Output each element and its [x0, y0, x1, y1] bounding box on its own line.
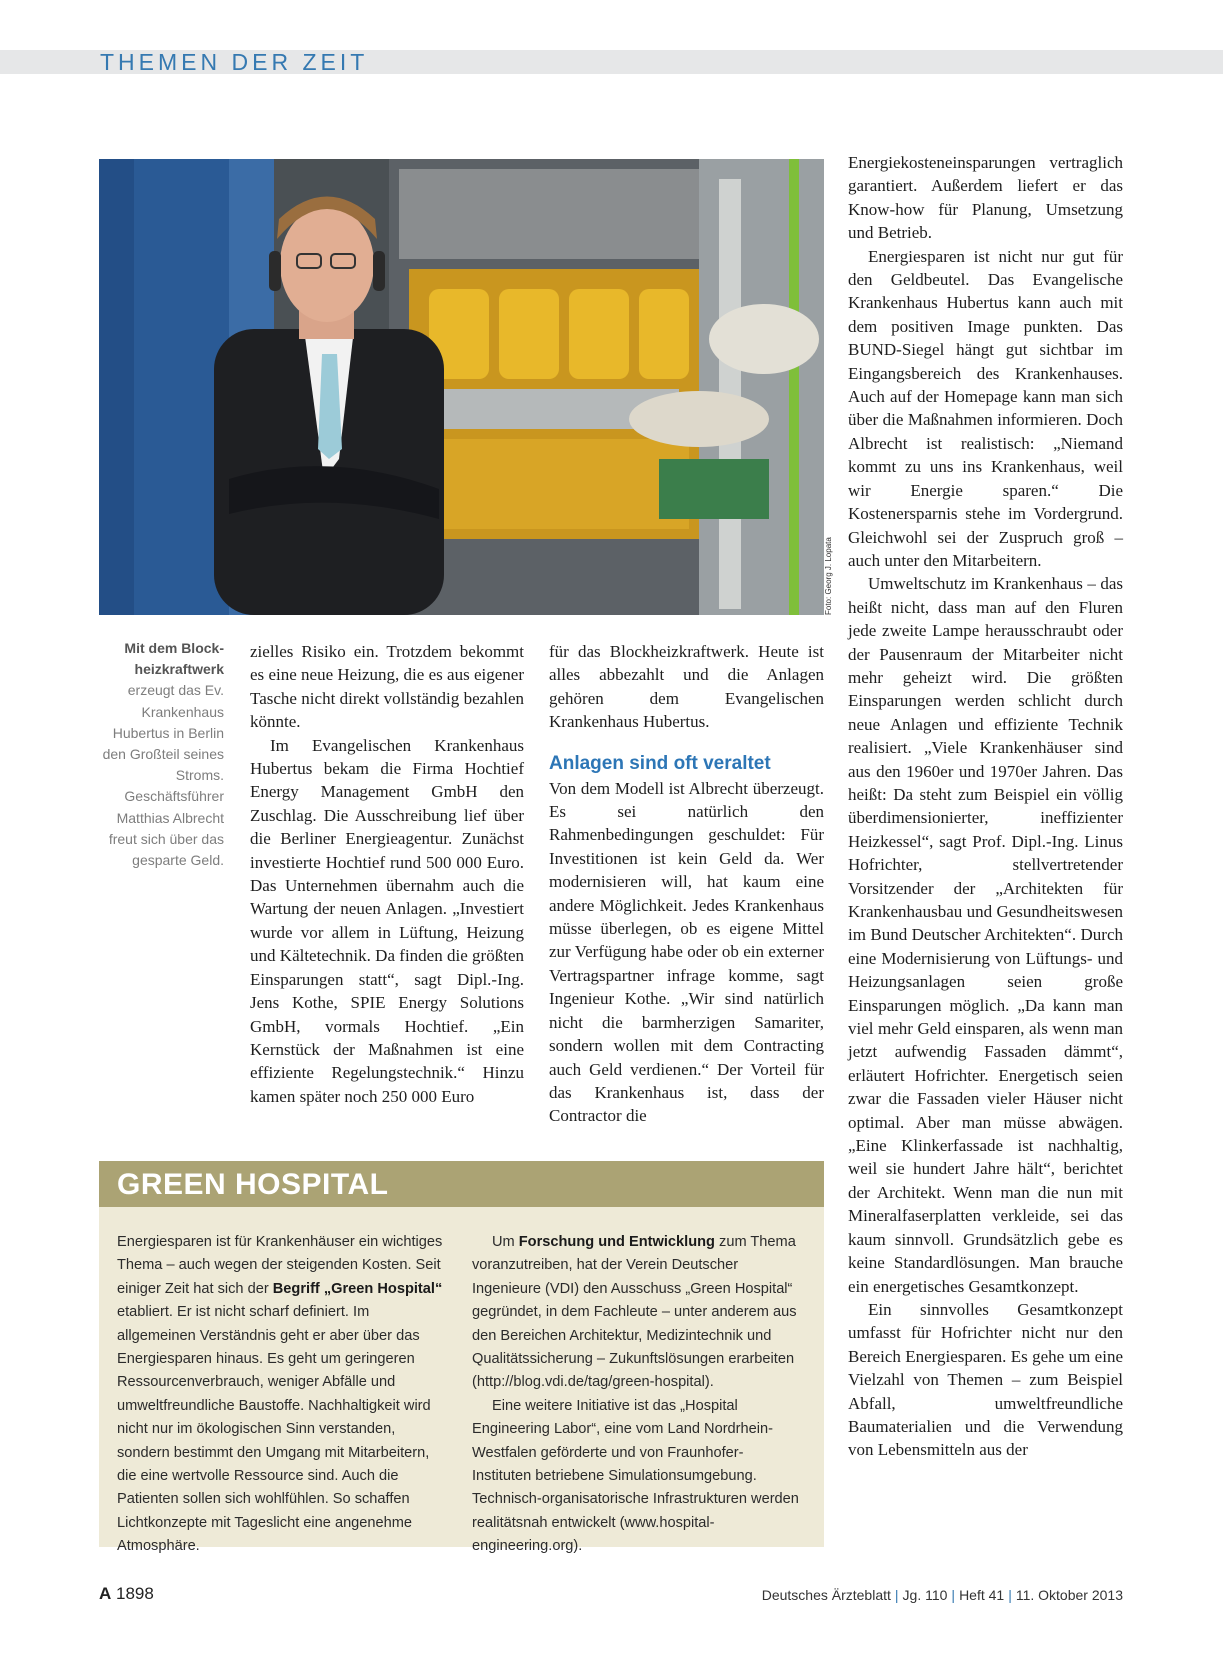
infobox-column-2 — [472, 1231, 802, 1559]
folio-number: 1898 — [116, 1584, 154, 1603]
text-run: zum Thema voranzutreiben, hat der Verein Deutscher Ingenieure (VDI) den Ausschuss „Green Hospital“ gegründet, in dem Fachleute – unter anderem aus den Bereichen Architektur, Medizintechnik und Qualitätssicherung – Zukunftslösungen erarbeiten (http://blog.vdi.de/tag/green-hospital). — [472, 1234, 797, 1391]
text-run: Energiesparen ist für Krankenhäuser ein wichtiges Thema – auch wegen der steigenden Kosten. Seit einiger Zeit hat sich der — [117, 1234, 443, 1297]
infobox-title: GREEN HOSPITAL — [117, 1168, 389, 1201]
journal-date: 11. Oktober 2013 — [1015, 1587, 1123, 1603]
journal-info — [762, 1587, 1123, 1603]
subheading: Anlagen sind oft veraltet — [549, 752, 771, 774]
text-run: Um — [492, 1234, 515, 1250]
paragraph: Energiesparen ist nicht nur gut für den Geldbeutel. Das Evangelische Krankenhaus Hubertus kann auch mit dem positiven Image punkten. Das BUND-Siegel hängt gut sichtbar im Eingangsbereich des Krankenhauses. Auch auf der Homepage kann man sich über die Maßnahmen informieren. Doch Albrecht ist realistisch: „Niemand kommt zu uns ins Krankenhaus, weil wir Energie sparen.“ Die Kostenersparnis stehe im Vordergrund. Gleichwohl sei der Zuspruch groß – auch unter den Mitarbeitern. — [848, 246, 1123, 570]
page-number — [99, 1584, 154, 1604]
infobox-body — [99, 1207, 824, 1555]
caption-text: erzeugt das Ev. Krankenhaus Hubertus in Berlin den Großteil seines Stroms. Geschäftsführer Matthias Albrecht freut sich über das gesparte Geld. — [102, 682, 224, 869]
paragraph: für das Blockheizkraftwerk. Heute ist alles abbezahlt und die Anlagen gehören dem Evangelischen Krankenhaus Hubertus. — [549, 642, 824, 732]
photo-caption — [100, 638, 224, 871]
separator: | — [894, 1587, 899, 1603]
text-run-bold: Forschung und Entwicklung — [518, 1234, 715, 1250]
caption-lead: Mit dem Block-heizkraftwerk — [124, 640, 224, 678]
paragraph: Von dem Modell ist Albrecht überzeugt. Es sei natürlich den Rahmenbedingungen geschuldet: Für Investitionen ist kein Geld da. Wer modernisieren will, hat kaum eine andere Möglichkeit. Jedes Krankenhaus müsse überlegen, ob es eigene Mittel zur Verfügung habe oder ob ein externer Vertragspartner infrage komme, sagt Ingenieur Kothe. „Wir sind natürlich nicht die barmherzigen Samariter, sondern wollen mit dem Contracting auch Geld verdienen.“ Der Vorteil für das Krankenhaus ist, dass der Contractor die — [549, 778, 824, 1126]
text-run-bold: Begriff „Green Hospital“ — [272, 1280, 443, 1297]
infobox-column-1 — [117, 1231, 443, 1559]
section-title: THEMEN DER ZEIT — [100, 49, 369, 75]
paragraph: zielles Risiko ein. Trotzdem bekommt es eine neue Heizung, die es aus eigener Tasche nicht direkt vollständig bezahlen könnte. — [250, 642, 524, 732]
paragraph: Im Evangelischen Krankenhaus Hubertus bekam die Firma Hochtief Energy Management GmbH den Zuschlag. Die Ausschreibung lief über die Berliner Energieagentur. Zunächst investierte Hochtief rund 500 000 Euro. Das Unternehmen übernahm auch die Wartung der neuen Anlagen. „Investiert wurde vor allem in Lüftung, Heizung und Kältetechnik. Da finden die größten Einsparungen statt“, sagt Dipl.-Ing. Jens Kothe, SPIE Energy Solutions GmbH, vormals Hochtief. „Ein Kernstück der Maßnahmen ist eine effiziente Regelungstechnik.“ Hinzu kamen später noch 250 000 Euro — [250, 735, 524, 1106]
photo-credit: Foto: Georg J. Lopata — [824, 537, 833, 615]
paragraph — [472, 1231, 802, 1395]
text-run: etabliert. Er ist nicht scharf definiert. Im allgemeinen Verständnis geht er aber über das Energiesparen hinaus. Es geht um geringeren Ressourcenverbrauch, weniger Abfälle und umweltfreundliche Baustoffe. Nachhaltigkeit wird nicht nur im ökologischen Sinn verstanden, sondern bestimmt den Umgang mit Mitarbeitern, die eine wertvolle Ressource sind. Auch die Patienten sollen sich wohlfühlen. So schaffen Lichtkonzepte mit Tageslicht eine angenehme Atmosphäre. — [117, 1304, 431, 1555]
article-column-2 — [549, 640, 824, 1128]
paragraph: Ein sinnvolles Gesamtkonzept umfasst für Hofrichter nicht nur den Bereich Energiesparen. Es gehe um eine Vielzahl von Themen – zum Beispiel Abfall, umweltfreundliche Baumaterialien und die Verwendung von Lebensmitteln aus der — [848, 1299, 1123, 1460]
paragraph: Energiekosteneinsparungen vertraglich garantiert. Außerdem liefert er das Know-how für Planung, Umsetzung und Betrieb. — [848, 153, 1123, 243]
article-column-3 — [848, 151, 1123, 1462]
paragraph: Umweltschutz im Krankenhaus – das heißt nicht, dass man auf den Fluren jede zweite Lampe herausschraubt oder der Pausenraum der Mitarbeiter nicht mehr geheizt wird. Die größten Einsparungen werden schlicht durch neue Anlagen und effiziente Technik realisiert. „Viele Krankenhäuser sind aus den 1960er und 1970er Jahren. Das heißt: Da steht zum Beispiel ein völlig überdimensionierter, ineffizienter Heizkessel“, sagt Prof. Dipl.-Ing. Linus Hofrichter, stellvertretender Vorsitzender der „Architekten für Krankenhausbau und Gesundheitswesen im Bund Deutscher Architekten“. Durch eine Modernisierung von Lüftungs- und Heizungsanlagen seien große Einsparungen möglich. „Da kann man viel mehr Geld einsparen, als wenn man jetzt aufwendig Fassaden dämmt“, erläutert Hofrichter. Energetisch seien zwar die Fassaden vieler Häuser nicht optimal. Aber man müsse abwägen. „Eine Klinkerfassade ist nachhaltig, weil sie hundert Jahre hält“, berichtet der Architekt. Wenn man die nun mit Mineralfaserplatten verkleide, sei das kaum sinnvoll. Grundsätzlich gebe es keine Standardlösungen. Man brauche ein energetisches Gesamtkonzept. — [848, 574, 1123, 1296]
journal-name: Deutsches Ärzteblatt — [761, 1587, 891, 1603]
paragraph — [117, 1231, 443, 1559]
folio-letter: A — [99, 1584, 112, 1603]
article-photo — [99, 159, 824, 615]
infobox-header — [99, 1161, 824, 1207]
paragraph: Eine weitere Initiative ist das „Hospital Engineering Labor“, eine vom Land Nordrhein-Westfalen geförderte und von Fraunhofer-Instituten betriebene Simulationsumgebung. Technisch-organisatorische Infrastrukturen werden realitätsnah entwickelt (www.hospital-engineering.org). — [472, 1397, 799, 1555]
article-column-1 — [250, 640, 524, 1108]
separator: | — [951, 1587, 956, 1603]
journal-issue: Heft 41 — [959, 1587, 1005, 1603]
photo-illustration — [99, 159, 824, 615]
separator: | — [1008, 1587, 1012, 1603]
journal-volume: Jg. 110 — [902, 1587, 948, 1603]
